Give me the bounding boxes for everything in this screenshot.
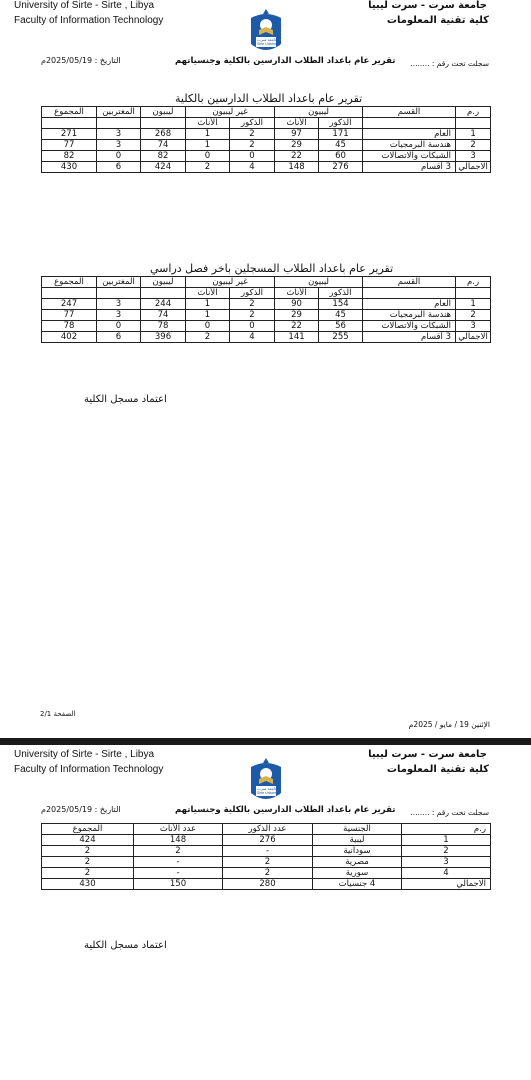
- cell-tot: 402: [42, 332, 97, 343]
- cell-lm: 56: [319, 321, 363, 332]
- cell-dept: الشبكات والاتصالات: [363, 321, 456, 332]
- cell-lm: 45: [319, 140, 363, 151]
- logo-text-ar: جامعة سرت: [257, 37, 278, 42]
- cell-lm: 276: [319, 162, 363, 173]
- header-col-libyans: ليبيون: [141, 107, 186, 118]
- students-by-department-table: [41, 106, 491, 173]
- header-nationality: الجنسية: [313, 824, 402, 835]
- cell-nf: 2: [186, 162, 230, 173]
- cell-nm: 0: [230, 321, 275, 332]
- header-nl-males: الذكور: [230, 118, 275, 129]
- cell-num: 3: [456, 321, 491, 332]
- cell-lf: 22: [275, 321, 319, 332]
- header-females: الأناث: [275, 288, 319, 299]
- cell-tot: 430: [42, 162, 97, 173]
- cell-num: 2: [456, 310, 491, 321]
- report-date: التاريخ : 2025/05/19م: [41, 56, 121, 65]
- cell-dept: هندسة البرمجيات: [363, 140, 456, 151]
- report-heading: تقرير عام باعداد الطلاب الدارسين بالكلية وجنسياتهم: [175, 805, 396, 815]
- cell-lm: 154: [319, 299, 363, 310]
- cell-females: 150: [134, 879, 223, 890]
- report-date: التاريخ : 2025/05/19م: [41, 805, 121, 814]
- cell-females: 148: [134, 835, 223, 846]
- table-row: [42, 140, 491, 151]
- cell-exp: 3: [97, 129, 141, 140]
- university-logo: [247, 8, 285, 56]
- cell-total: 2: [42, 857, 134, 868]
- cell-exp: 0: [97, 151, 141, 162]
- header-males: الذكور: [319, 288, 363, 299]
- cell-exp: 3: [97, 140, 141, 151]
- cell-males: 2: [223, 857, 313, 868]
- header-total: المجموع: [42, 107, 97, 118]
- cell-males: 276: [223, 835, 313, 846]
- table-row: [42, 310, 491, 321]
- cell-exp: 3: [97, 310, 141, 321]
- cell-total-label: الاجمالي: [456, 332, 491, 343]
- faculty-name-ar: كلية تقنية المعلومات: [386, 764, 489, 775]
- cell-exp: 6: [97, 332, 141, 343]
- cell-nm: 2: [230, 310, 275, 321]
- registry-number: سجلت تحت رقم : ........: [410, 59, 489, 68]
- cell-tot: 271: [42, 129, 97, 140]
- cell-nationality: مصرية: [313, 857, 402, 868]
- university-name-en: University of Sirte - Sirte , Libya: [14, 0, 155, 11]
- cell-nm: 2: [230, 140, 275, 151]
- cell-nf: 1: [186, 310, 230, 321]
- header-dept: القسم: [363, 277, 456, 288]
- cell-tot: 78: [42, 321, 97, 332]
- cell-dept: هندسة البرمجيات: [363, 310, 456, 321]
- cell-lib: 396: [141, 332, 186, 343]
- header-libyans: ليبيون: [275, 277, 363, 288]
- cell-lf: 29: [275, 310, 319, 321]
- header-non-libyans: غير ليبيون: [186, 277, 275, 288]
- table-row: [42, 835, 491, 846]
- cell-nf: 2: [186, 332, 230, 343]
- page-separator: [0, 738, 531, 745]
- cell-lib: 244: [141, 299, 186, 310]
- cell-total: 2: [42, 868, 134, 879]
- cell-exp: 0: [97, 321, 141, 332]
- cell-total: 424: [42, 835, 134, 846]
- cell-lf: 29: [275, 140, 319, 151]
- cell-num: 3: [456, 151, 491, 162]
- cell-nationality: 4 جنسيات: [313, 879, 402, 890]
- table-row: [42, 868, 491, 879]
- cell-lf: 97: [275, 129, 319, 140]
- cell-dept: العام: [363, 299, 456, 310]
- cell-lf: 141: [275, 332, 319, 343]
- cell-lf: 22: [275, 151, 319, 162]
- table-header-row: [42, 277, 491, 288]
- cell-lm: 255: [319, 332, 363, 343]
- cell-nm: 4: [230, 162, 275, 173]
- cell-lm: 171: [319, 129, 363, 140]
- table-subheader-row: [42, 118, 491, 129]
- cell-females: -: [134, 857, 223, 868]
- cell-num: 2: [402, 846, 491, 857]
- cell-nationality: ليبية: [313, 835, 402, 846]
- header-males: الذكور: [319, 118, 363, 129]
- cell-total-label: الاجمالي: [456, 162, 491, 173]
- table-row: [42, 299, 491, 310]
- cell-tot: 82: [42, 151, 97, 162]
- table-total-row: [42, 162, 491, 173]
- registrar-approval: اعتماد مسجل الكلية: [84, 940, 167, 951]
- report-page-2: [0, 745, 531, 1080]
- cell-males: 2: [223, 868, 313, 879]
- cell-dept: العام: [363, 129, 456, 140]
- cell-nm: 2: [230, 129, 275, 140]
- header-num: ر.م: [402, 824, 491, 835]
- cell-lf: 90: [275, 299, 319, 310]
- header-males: عدد الذكور: [223, 824, 313, 835]
- university-name-ar: جامعة سرت - سرت ليبيا: [368, 0, 487, 11]
- header-dept: القسم: [363, 107, 456, 118]
- table-row: [42, 857, 491, 868]
- cell-dept: الشبكات والاتصالات: [363, 151, 456, 162]
- table-header-row: [42, 824, 491, 835]
- cell-num: 1: [456, 129, 491, 140]
- logo-text-en: Sirte University: [257, 791, 281, 795]
- table-row: [42, 321, 491, 332]
- page-number: الصفحة 2/1: [40, 710, 76, 718]
- table-total-row: [42, 879, 491, 890]
- university-logo: [247, 757, 285, 805]
- registrar-approval: اعتماد مسجل الكلية: [84, 394, 167, 405]
- university-name-ar: جامعة سرت - سرت ليبيا: [368, 749, 487, 760]
- cell-nm: 4: [230, 332, 275, 343]
- cell-nf: 0: [186, 151, 230, 162]
- cell-lm: 60: [319, 151, 363, 162]
- cell-num: 4: [402, 868, 491, 879]
- cell-dept: 3 أقسام: [363, 162, 456, 173]
- cell-males: -: [223, 846, 313, 857]
- cell-num: 2: [456, 140, 491, 151]
- cell-females: -: [134, 868, 223, 879]
- cell-females: 2: [134, 846, 223, 857]
- university-name-en: University of Sirte - Sirte , Libya: [14, 749, 155, 760]
- header-libyans: ليبيون: [275, 107, 363, 118]
- cell-lib: 74: [141, 140, 186, 151]
- header-nl-females: الأناث: [186, 118, 230, 129]
- header-females: الأناث: [275, 118, 319, 129]
- cell-tot: 77: [42, 310, 97, 321]
- header-expats: المغتربين: [97, 277, 141, 288]
- header-col-libyans: ليبيون: [141, 277, 186, 288]
- faculty-name-ar: كلية تقنية المعلومات: [386, 15, 489, 26]
- cell-total: 2: [42, 846, 134, 857]
- cell-nf: 0: [186, 321, 230, 332]
- cell-exp: 3: [97, 299, 141, 310]
- cell-num: 1: [402, 835, 491, 846]
- header-num: ر.م: [456, 277, 491, 288]
- header-nl-males: الذكور: [230, 288, 275, 299]
- header-expats: المغتربين: [97, 107, 141, 118]
- registered-students-table: [41, 276, 491, 343]
- cell-exp: 6: [97, 162, 141, 173]
- cell-nf: 1: [186, 299, 230, 310]
- table-row: [42, 151, 491, 162]
- cell-dept: 3 أقسام: [363, 332, 456, 343]
- cell-lib: 82: [141, 151, 186, 162]
- logo-text-ar: جامعة سرت: [257, 786, 278, 791]
- faculty-name-en: Faculty of Information Technology: [14, 15, 164, 26]
- registry-number: سجلت تحت رقم : ........: [410, 808, 489, 817]
- table-total-row: [42, 332, 491, 343]
- cell-nationality: سودانية: [313, 846, 402, 857]
- cell-nm: 0: [230, 151, 275, 162]
- cell-nf: 1: [186, 129, 230, 140]
- header-non-libyans: غير ليبيون: [186, 107, 275, 118]
- cell-lm: 45: [319, 310, 363, 321]
- header-num: ر.م: [456, 107, 491, 118]
- report-heading: تقرير عام باعداد الطلاب الدارسين بالكلية وجنسياتهم: [175, 56, 396, 66]
- table2-title: تقرير عام باعداد الطلاب المسجلين باخر فصل دراسي: [150, 262, 394, 275]
- header-nl-females: الأناث: [186, 288, 230, 299]
- cell-num: 3: [402, 857, 491, 868]
- header-total: المجموع: [42, 824, 134, 835]
- cell-tot: 247: [42, 299, 97, 310]
- header-females: عدد الأناث: [134, 824, 223, 835]
- cell-lib: 268: [141, 129, 186, 140]
- cell-nf: 1: [186, 140, 230, 151]
- logo-text-en: Sirte University: [257, 42, 281, 46]
- cell-lib: 74: [141, 310, 186, 321]
- students-by-nationality-table: [41, 823, 491, 890]
- cell-tot: 77: [42, 140, 97, 151]
- table-header-row: [42, 107, 491, 118]
- table-row: [42, 846, 491, 857]
- table-row: [42, 129, 491, 140]
- cell-nm: 2: [230, 299, 275, 310]
- cell-lib: 424: [141, 162, 186, 173]
- header-total: المجموع: [42, 277, 97, 288]
- table1-title: تقرير عام باعداد الطلاب الدارسين بالكلية: [175, 92, 363, 105]
- cell-males: 280: [223, 879, 313, 890]
- cell-nationality: سورية: [313, 868, 402, 879]
- cell-total-label: الاجمالي: [402, 879, 491, 890]
- faculty-name-en: Faculty of Information Technology: [14, 764, 164, 775]
- footer-date: الإثنين 19 / مايو / 2025م: [408, 720, 490, 729]
- cell-num: 1: [456, 299, 491, 310]
- cell-total: 430: [42, 879, 134, 890]
- cell-lf: 148: [275, 162, 319, 173]
- table-subheader-row: [42, 288, 491, 299]
- cell-lib: 78: [141, 321, 186, 332]
